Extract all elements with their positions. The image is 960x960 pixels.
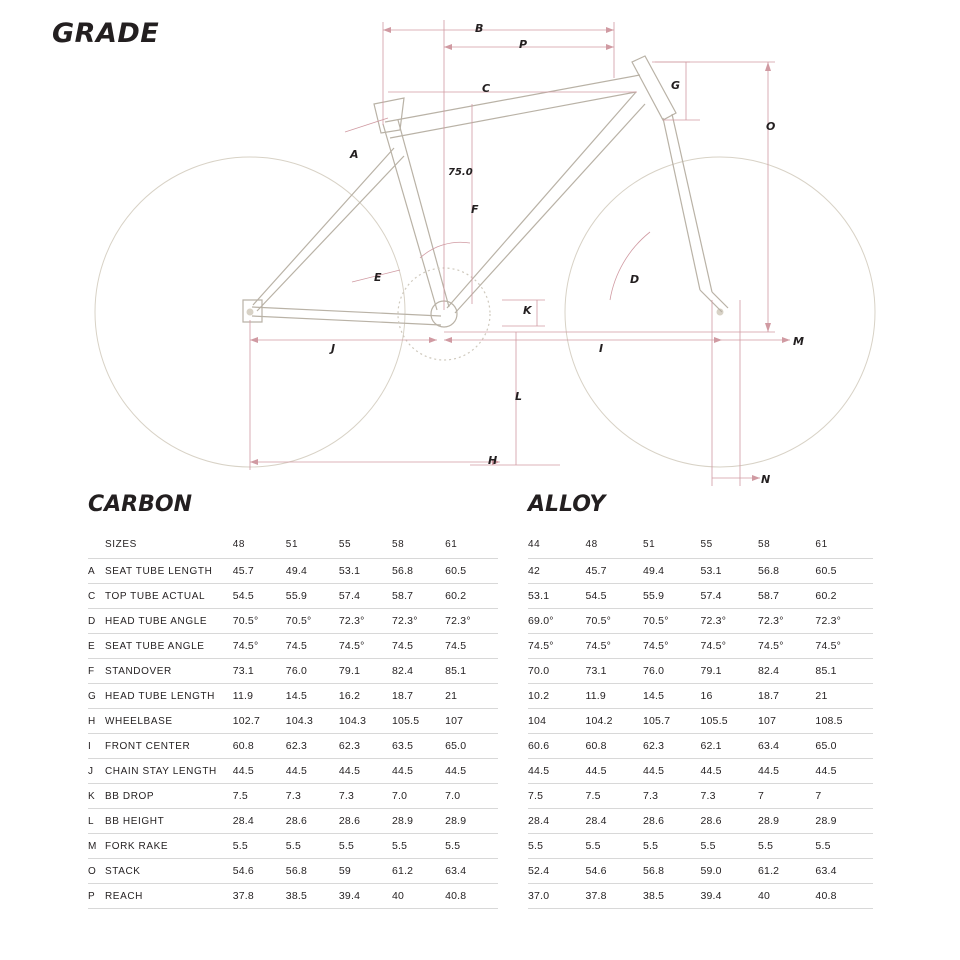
row-value: 28.9 [815, 809, 873, 834]
row-letter: O [88, 859, 105, 884]
table-row [88, 859, 498, 884]
row-value: 108.5 [815, 709, 873, 734]
row-value: 56.8 [286, 859, 339, 884]
row-value: 79.1 [700, 659, 758, 684]
table-row [528, 759, 873, 784]
row-value: 5.5 [700, 834, 758, 859]
row-value: 28.4 [585, 809, 643, 834]
row-letter: F [88, 659, 105, 684]
dimension-label-m: M [793, 335, 804, 348]
row-name: FRONT CENTER [105, 734, 233, 759]
row-value: 74.5° [339, 634, 392, 659]
row-value: 56.8 [758, 559, 815, 584]
row-value: 65.0 [445, 734, 498, 759]
row-value: 44.5 [585, 759, 643, 784]
row-value: 74.5 [392, 634, 445, 659]
row-value: 104.2 [585, 709, 643, 734]
row-value: 76.0 [643, 659, 701, 684]
row-value: 60.2 [815, 584, 873, 609]
row-value: 54.5 [585, 584, 643, 609]
row-value: 70.5° [585, 609, 643, 634]
dimension-label-i: I [599, 342, 604, 355]
row-value: 5.5 [815, 834, 873, 859]
table-row [88, 709, 498, 734]
row-value: 102.7 [233, 709, 286, 734]
row-value: 60.2 [445, 584, 498, 609]
row-value: 21 [445, 684, 498, 709]
header-size-58: 58 [392, 533, 445, 559]
table-row [88, 759, 498, 784]
row-value: 76.0 [286, 659, 339, 684]
dimension-label-a: A [350, 148, 359, 161]
row-letter: J [88, 759, 105, 784]
row-letter: P [88, 884, 105, 909]
row-value: 55.9 [286, 584, 339, 609]
table-row [88, 584, 498, 609]
alloy-spec-block [528, 492, 873, 909]
row-letter: I [88, 734, 105, 759]
row-value: 44.5 [233, 759, 286, 784]
row-value: 7.0 [392, 784, 445, 809]
row-value: 74.5° [528, 634, 585, 659]
row-value: 21 [815, 684, 873, 709]
header-letter [88, 533, 105, 559]
row-value: 72.3° [700, 609, 758, 634]
row-value: 5.5 [286, 834, 339, 859]
row-value: 61.2 [392, 859, 445, 884]
row-value: 7.5 [233, 784, 286, 809]
dimension-label-k: K [523, 304, 532, 317]
row-value: 28.6 [286, 809, 339, 834]
alloy-spec-table [528, 533, 873, 909]
header-size-61: 61 [445, 533, 498, 559]
row-value: 62.1 [700, 734, 758, 759]
row-value: 7.5 [585, 784, 643, 809]
row-value: 70.5° [643, 609, 701, 634]
row-value: 60.8 [585, 734, 643, 759]
row-value: 18.7 [392, 684, 445, 709]
row-name: SEAT TUBE ANGLE [105, 634, 233, 659]
row-value: 18.7 [758, 684, 815, 709]
row-value: 73.1 [233, 659, 286, 684]
table-row [88, 784, 498, 809]
row-value: 107 [758, 709, 815, 734]
header-size-48: 48 [233, 533, 286, 559]
header-size-55: 55 [700, 533, 758, 559]
row-value: 44.5 [758, 759, 815, 784]
row-value: 14.5 [643, 684, 701, 709]
row-value: 45.7 [233, 559, 286, 584]
row-value: 42 [528, 559, 585, 584]
header-size-51: 51 [643, 533, 701, 559]
row-value: 44.5 [528, 759, 585, 784]
row-value: 44.5 [815, 759, 873, 784]
table-row [88, 609, 498, 634]
row-value: 57.4 [700, 584, 758, 609]
table-row [528, 609, 873, 634]
table-row [528, 659, 873, 684]
row-value: 54.6 [233, 859, 286, 884]
row-value: 28.9 [445, 809, 498, 834]
row-value: 5.5 [445, 834, 498, 859]
row-value: 85.1 [445, 659, 498, 684]
row-value: 53.1 [700, 559, 758, 584]
row-value: 72.3° [445, 609, 498, 634]
row-value: 60.8 [233, 734, 286, 759]
dimension-label-d: D [630, 273, 640, 286]
row-value: 105.5 [700, 709, 758, 734]
row-value: 62.3 [339, 734, 392, 759]
row-value: 60.5 [445, 559, 498, 584]
row-value: 52.4 [528, 859, 585, 884]
row-value: 5.5 [643, 834, 701, 859]
row-value: 72.3° [392, 609, 445, 634]
row-value: 105.5 [392, 709, 445, 734]
row-value: 74.5° [585, 634, 643, 659]
row-value: 62.3 [286, 734, 339, 759]
table-row [528, 559, 873, 584]
dimension-label-p: P [519, 38, 528, 51]
table-row [88, 884, 498, 909]
row-letter: H [88, 709, 105, 734]
table-row [88, 684, 498, 709]
table-row [528, 634, 873, 659]
dimension-label-l: L [515, 390, 523, 403]
row-value: 40 [758, 884, 815, 909]
table-row [528, 809, 873, 834]
row-value: 74.5° [700, 634, 758, 659]
row-value: 72.3° [758, 609, 815, 634]
header-size-51: 51 [286, 533, 339, 559]
row-value: 44.5 [700, 759, 758, 784]
row-name: TOP TUBE ACTUAL [105, 584, 233, 609]
row-value: 45.7 [585, 559, 643, 584]
row-value: 82.4 [392, 659, 445, 684]
row-value: 28.6 [339, 809, 392, 834]
row-value: 14.5 [286, 684, 339, 709]
row-value: 16 [700, 684, 758, 709]
row-value: 7 [815, 784, 873, 809]
row-value: 74.5° [233, 634, 286, 659]
row-value: 79.1 [339, 659, 392, 684]
table-row [88, 634, 498, 659]
row-letter: G [88, 684, 105, 709]
table-row [528, 834, 873, 859]
row-letter: M [88, 834, 105, 859]
dimension-label-j: J [331, 342, 336, 355]
row-value: 28.6 [700, 809, 758, 834]
row-value: 63.5 [392, 734, 445, 759]
row-value: 104.3 [286, 709, 339, 734]
row-name: STACK [105, 859, 233, 884]
row-letter: A [88, 559, 105, 584]
header-size-44: 44 [528, 533, 585, 559]
row-value: 105.7 [643, 709, 701, 734]
row-value: 5.5 [758, 834, 815, 859]
row-value: 63.4 [758, 734, 815, 759]
row-value: 7.3 [700, 784, 758, 809]
row-value: 54.6 [585, 859, 643, 884]
table-row [88, 659, 498, 684]
row-value: 7.3 [286, 784, 339, 809]
row-value: 59 [339, 859, 392, 884]
row-name: FORK RAKE [105, 834, 233, 859]
dimension-label-c: C [482, 82, 491, 95]
alloy-table-title: ALLOY [528, 492, 606, 517]
row-value: 44.5 [286, 759, 339, 784]
row-value: 74.5° [758, 634, 815, 659]
row-value: 107 [445, 709, 498, 734]
row-name: STANDOVER [105, 659, 233, 684]
row-value: 58.7 [758, 584, 815, 609]
row-name: BB DROP [105, 784, 233, 809]
row-value: 70.5° [233, 609, 286, 634]
page-title: GRADE [52, 18, 160, 49]
table-row [528, 884, 873, 909]
row-value: 5.5 [392, 834, 445, 859]
row-value: 70.0 [528, 659, 585, 684]
row-value: 40.8 [445, 884, 498, 909]
row-letter: K [88, 784, 105, 809]
carbon-spec-table [88, 533, 498, 909]
table-header-row [528, 533, 873, 559]
row-name: WHEELBASE [105, 709, 233, 734]
row-value: 28.6 [643, 809, 701, 834]
table-row [88, 734, 498, 759]
row-value: 44.5 [339, 759, 392, 784]
row-name: HEAD TUBE LENGTH [105, 684, 233, 709]
row-value: 10.2 [528, 684, 585, 709]
row-value: 44.5 [445, 759, 498, 784]
row-value: 74.5 [286, 634, 339, 659]
row-value: 74.5° [643, 634, 701, 659]
row-value: 5.5 [585, 834, 643, 859]
row-value: 44.5 [392, 759, 445, 784]
row-value: 49.4 [286, 559, 339, 584]
carbon-table-title: CARBON [88, 492, 192, 517]
row-value: 7.3 [339, 784, 392, 809]
row-name: SEAT TUBE LENGTH [105, 559, 233, 584]
row-value: 73.1 [585, 659, 643, 684]
row-value: 65.0 [815, 734, 873, 759]
row-letter: L [88, 809, 105, 834]
row-value: 39.4 [339, 884, 392, 909]
row-value: 62.3 [643, 734, 701, 759]
row-value: 7.5 [528, 784, 585, 809]
table-row [528, 734, 873, 759]
row-value: 37.8 [585, 884, 643, 909]
row-name: HEAD TUBE ANGLE [105, 609, 233, 634]
table-header-row [88, 533, 498, 559]
row-value: 7.3 [643, 784, 701, 809]
dimension-label-h: H [488, 454, 498, 467]
row-value: 11.9 [233, 684, 286, 709]
row-value: 82.4 [758, 659, 815, 684]
dimension-label-f: F [471, 203, 479, 216]
table-row [528, 684, 873, 709]
table-row [528, 709, 873, 734]
row-value: 28.9 [758, 809, 815, 834]
row-value: 104 [528, 709, 585, 734]
header-size-55: 55 [339, 533, 392, 559]
row-value: 37.8 [233, 884, 286, 909]
row-value: 37.0 [528, 884, 585, 909]
row-value: 28.4 [528, 809, 585, 834]
dimension-lines [250, 20, 790, 486]
row-value: 85.1 [815, 659, 873, 684]
dimension-label-b: B [475, 22, 484, 35]
row-value: 59.0 [700, 859, 758, 884]
row-value: 38.5 [286, 884, 339, 909]
row-value: 104.3 [339, 709, 392, 734]
carbon-spec-block [88, 492, 498, 909]
table-row [88, 559, 498, 584]
header-sizes: SIZES [105, 533, 233, 559]
row-value: 72.3° [339, 609, 392, 634]
row-value: 28.9 [392, 809, 445, 834]
row-value: 63.4 [445, 859, 498, 884]
table-row [528, 859, 873, 884]
row-value: 61.2 [758, 859, 815, 884]
row-value: 56.8 [392, 559, 445, 584]
row-value: 54.5 [233, 584, 286, 609]
seat-angle-label: 75.0 [448, 167, 473, 178]
row-value: 57.4 [339, 584, 392, 609]
row-value: 72.3° [815, 609, 873, 634]
row-value: 49.4 [643, 559, 701, 584]
row-value: 40.8 [815, 884, 873, 909]
row-value: 58.7 [392, 584, 445, 609]
row-value: 7.0 [445, 784, 498, 809]
row-value: 56.8 [643, 859, 701, 884]
dimension-label-n: N [761, 473, 771, 486]
table-row [528, 584, 873, 609]
row-value: 69.0° [528, 609, 585, 634]
row-value: 55.9 [643, 584, 701, 609]
header-size-58: 58 [758, 533, 815, 559]
row-value: 53.1 [528, 584, 585, 609]
dimension-label-g: G [671, 79, 681, 92]
table-row [88, 834, 498, 859]
row-value: 11.9 [585, 684, 643, 709]
frame-outline [243, 56, 728, 360]
row-value: 44.5 [643, 759, 701, 784]
row-value: 40 [392, 884, 445, 909]
wheels [95, 157, 875, 467]
row-value: 60.5 [815, 559, 873, 584]
row-value: 74.5° [815, 634, 873, 659]
row-value: 70.5° [286, 609, 339, 634]
row-value: 16.2 [339, 684, 392, 709]
dimension-label-e: E [374, 271, 382, 284]
row-value: 60.6 [528, 734, 585, 759]
row-value: 5.5 [233, 834, 286, 859]
row-letter: E [88, 634, 105, 659]
header-size-48: 48 [585, 533, 643, 559]
table-row [88, 809, 498, 834]
row-letter: D [88, 609, 105, 634]
row-value: 53.1 [339, 559, 392, 584]
row-value: 5.5 [339, 834, 392, 859]
row-value: 38.5 [643, 884, 701, 909]
row-value: 39.4 [700, 884, 758, 909]
row-name: CHAIN STAY LENGTH [105, 759, 233, 784]
dimension-label-o: O [766, 120, 776, 133]
row-name: BB HEIGHT [105, 809, 233, 834]
row-value: 28.4 [233, 809, 286, 834]
row-letter: C [88, 584, 105, 609]
row-value: 7 [758, 784, 815, 809]
table-row [528, 784, 873, 809]
row-value: 5.5 [528, 834, 585, 859]
row-value: 74.5 [445, 634, 498, 659]
header-size-61: 61 [815, 533, 873, 559]
row-value: 63.4 [815, 859, 873, 884]
row-name: REACH [105, 884, 233, 909]
